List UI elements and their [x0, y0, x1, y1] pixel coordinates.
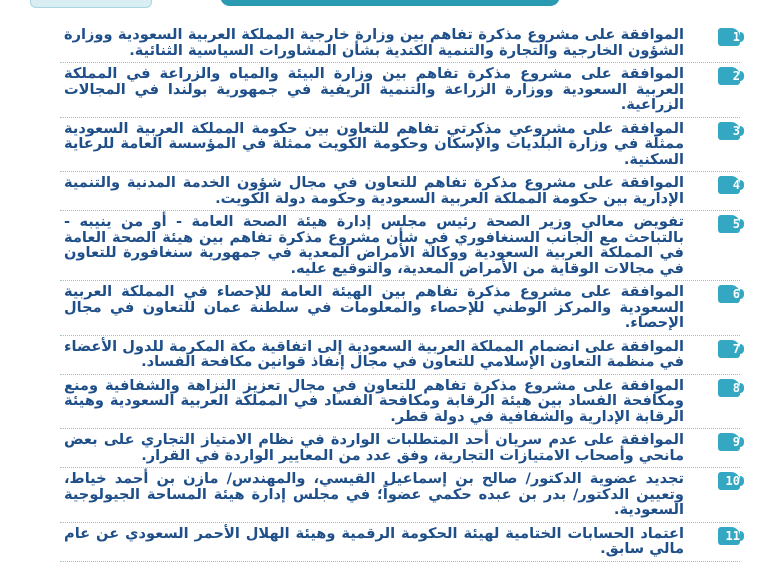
- list-item: [60, 468, 740, 523]
- title-banner-strip: [220, 0, 560, 6]
- item-text: الموافقة على مشروع مذكرة تفاهم للتعاون في مجال تعزيز النزاهة والشفافية ومنع ومكافحة الفساد بين هيئة الرقابة ومكافحة الفساد في المملكة العربية السعودية وهيئة الرقابة الإدارية والشفافية في دولة قطر.: [64, 376, 684, 425]
- item-number-badge: 7: [718, 340, 740, 358]
- item-number-badge: 4: [718, 176, 740, 194]
- list-item: [60, 172, 740, 211]
- list-item: [60, 336, 740, 375]
- list-item: [60, 118, 740, 173]
- item-number-badge: 5: [718, 215, 740, 233]
- item-text: الموافقة على مشروعي مذكرتي تفاهم للتعاون بين حكومة المملكة العربية السعودية ممثلة في وزارة البلديات والإسكان وحكومة الكويت ممثلة في المؤسسة العامة للرعاية السكنية.: [64, 119, 684, 168]
- list-item: [60, 24, 740, 63]
- item-number-badge: 6: [718, 285, 740, 303]
- logo-strip: [30, 0, 152, 8]
- list-item: [60, 523, 740, 562]
- item-number-badge: 10: [718, 472, 740, 490]
- item-number-badge: 9: [718, 433, 740, 451]
- item-number-badge: 8: [718, 379, 740, 397]
- item-text: الموافقة على مشروع مذكرة تفاهم بين وزارة البيئة والمياه والزراعة في المملكة العربية السعودية ووزارة الزراعة والتنمية الريفية في جمهورية بولندا في المجالات الزراعية.: [64, 65, 684, 113]
- list-item: [60, 429, 740, 468]
- item-text: الموافقة على مشروع مذكرة تفاهم بين وزارة خارجية المملكة العربية السعودية ووزارة الشؤون الخارجية والتجارة والتنمية الكندية بشأن المشاورات السياسية الثنائية.: [64, 26, 684, 59]
- item-text: الموافقة على مشروع مذكرة تفاهم بين الهيئة العامة للإحصاء في المملكة العربية السعودية والمركز الوطني للإحصاء والمعلومات في سلطنة عمان للتعاون في مجال الإحصاء.: [64, 283, 684, 331]
- item-number-badge: 1: [718, 28, 740, 46]
- item-text: اعتماد الحسابات الختامية لهيئة الحكومة الرقمية وهيئة الهلال الأحمر السعودي عن عام مالي سابق.: [64, 524, 684, 557]
- item-text: تجديد عضوية الدكتور/ صالح بن إسماعيل القيسي، والمهندس/ مازن بن أحمد خياط، وتعيين الدكتور/ بدر بن عبده حكمي عضواً؛ في مجلس إدارة هيئة المساحة الجيولوجية السعودية.: [64, 470, 684, 518]
- item-number-badge: 11: [718, 527, 740, 545]
- item-text: الموافقة على انضمام المملكة العربية السعودية إلى اتفاقية مكة المكرمة للدول الأعضاء في منظمة التعاون الإسلامي للتعاون في مجال إنفاذ قوانين مكافحة الفساد.: [64, 337, 684, 370]
- item-text: الموافقة على عدم سريان أحد المتطلبات الواردة في نظام الامتياز التجاري على بعض مانحي وأصحاب الامتيازات التجارية، وفق عدد من المعايير الواردة في القرار.: [64, 431, 684, 464]
- list-item: [60, 63, 740, 118]
- list-item: [60, 281, 740, 336]
- item-text: الموافقة على مشروع مذكرة تفاهم للتعاون في مجال شؤون الخدمة المدنية والتنمية الإدارية بين حكومة المملكة العربية السعودية وحكومة دولة الكويت.: [64, 174, 684, 207]
- item-number-badge: 2: [718, 67, 740, 85]
- list-item: [60, 211, 740, 281]
- decisions-list: [60, 24, 740, 557]
- header-strip: [0, 0, 780, 22]
- item-text: تفويض معالي وزير الصحة رئيس مجلس إدارة هيئة الصحة العامة - أو من ينيبه - بالتباحث مع الجانب السنغافوري في شأن مشروع مذكرة تفاهم بين هيئة الصحة العامة في المملكة العربية السعودية ووكالة الأمراض المعدية في جمهورية سنغافورة للتعاون في مجالات الوقاية من الأمراض المعدية، والتوقيع عليه.: [64, 213, 684, 277]
- item-number-badge: 3: [718, 122, 740, 140]
- list-item: [60, 375, 740, 430]
